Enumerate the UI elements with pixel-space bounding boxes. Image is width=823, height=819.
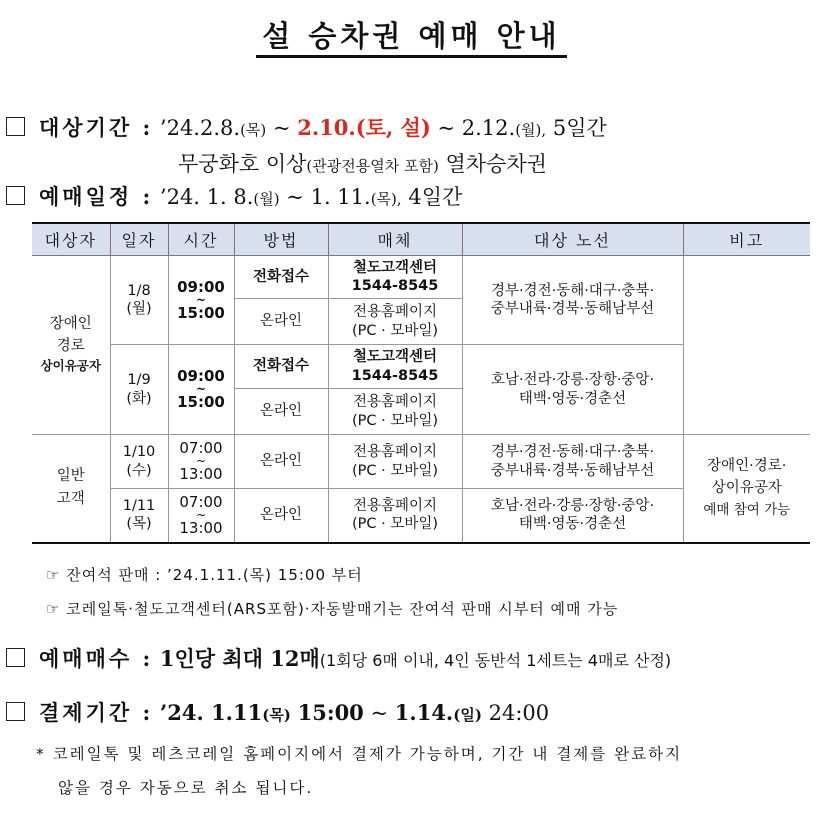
date-text: 1/8 <box>127 282 151 299</box>
note-cell-empty <box>683 256 810 435</box>
payment-start-time: 15:00 <box>297 700 364 725</box>
note-remaining-seats <box>46 564 363 585</box>
tilde: ~ <box>195 292 207 307</box>
tilde: ~ <box>272 116 291 140</box>
note-text: 코레일톡·철도고객센터(ARS포함)·자동발매기는 잔여석 판매 시부터 예매 가능 <box>66 600 619 618</box>
target-period-start-dow: (목) <box>240 121 267 139</box>
tilde: ~ <box>195 454 207 468</box>
ticket-limit-detail: (1회당 6매 이내, 4인 동반석 1세트는 4매로 산정) <box>319 651 672 670</box>
ticket-limit-line <box>6 643 671 673</box>
media-line: 1544-8545 <box>351 367 439 384</box>
media-line: 전용홈페이지 <box>352 444 438 461</box>
date-text: 1/11 <box>122 498 156 515</box>
tilde: ~ <box>195 382 207 396</box>
time-end: 13:00 <box>179 465 223 483</box>
media-line: (PC · 모바일) <box>351 322 439 339</box>
checkbox-icon <box>6 117 25 136</box>
header-date: 일자 <box>110 223 168 256</box>
target-period-line <box>6 112 607 142</box>
target-period-label: 대상기간 : <box>39 115 154 140</box>
date-cell <box>110 345 168 435</box>
media-line: (PC · 모바일) <box>351 412 439 429</box>
target-period-end-dow: (월), <box>515 121 547 139</box>
media-line: 1544-8545 <box>351 278 439 294</box>
booking-start-dow: (월) <box>253 190 280 208</box>
target-line: 장애인 <box>49 315 92 332</box>
date-text: 1/10 <box>122 444 156 461</box>
routes-line: 호남·전라·강릉·장항·중앙· <box>490 372 655 389</box>
tilde: ~ <box>286 185 304 209</box>
pointing-hand-icon: ☞ <box>46 566 61 584</box>
method-cell: 전화접수 <box>234 345 328 389</box>
date-cell <box>110 489 168 543</box>
checkbox-icon <box>6 702 25 721</box>
dow-text: (목) <box>126 516 152 533</box>
time-cell <box>168 256 234 345</box>
media-cell <box>328 299 462 345</box>
booking-end: 1. 11. <box>310 185 371 209</box>
media-line: (PC · 모바일) <box>351 516 439 533</box>
time-start: 09:00 <box>177 367 225 386</box>
routes-line: 경부·경전·동해·대구·충북· <box>490 444 655 461</box>
payment-end-dow: (일) <box>453 706 482 724</box>
target-cell-general <box>32 435 110 543</box>
target-line: 고객 <box>56 491 85 508</box>
booking-schedule-line <box>6 181 462 211</box>
footnote-line-1: * 코레일톡 및 레츠코레일 홈페이지에서 결제가 가능하며, 기간 내 결제를 완료하지 <box>36 745 683 763</box>
date-text: 1/9 <box>127 372 151 389</box>
dow-text: (월) <box>126 301 152 317</box>
table-row <box>32 256 810 299</box>
target-scope-a: 무궁화호 이상 <box>178 152 307 176</box>
payment-period-line <box>6 697 549 727</box>
header-method: 방법 <box>234 223 328 256</box>
target-period-duration: 5일간 <box>552 116 607 140</box>
media-cell <box>328 435 462 489</box>
time-start: 09:00 <box>177 277 225 296</box>
payment-start-dow: (목) <box>262 706 291 724</box>
tilde: ~ <box>370 701 389 725</box>
dow-text: (화) <box>126 390 152 407</box>
method-cell: 온라인 <box>234 389 328 435</box>
dow-text: (수) <box>126 462 152 479</box>
date-cell <box>110 256 168 345</box>
routes-line: 경부·경전·동해·대구·충북· <box>490 282 655 299</box>
booking-schedule-label: 예매일정 : <box>39 184 154 209</box>
routes-line: 호남·전라·강릉·장항·중앙· <box>490 498 655 515</box>
target-line: 일반 <box>56 468 85 485</box>
target-line: 상이유공자 <box>40 358 101 374</box>
target-line: 경로 <box>56 337 85 354</box>
note-line: 장애인·경로· <box>707 458 787 475</box>
checkbox-icon <box>6 648 25 667</box>
note-channels <box>46 598 618 619</box>
header-time: 시간 <box>168 223 234 256</box>
method-cell: 온라인 <box>234 299 328 345</box>
media-line: 전용홈페이지 <box>352 394 438 411</box>
media-cell <box>328 489 462 543</box>
routes-cell <box>462 256 683 345</box>
payment-end: 1.14. <box>394 700 454 725</box>
target-scope-line <box>178 148 547 178</box>
footnote-line-2: 않을 경우 자동으로 취소 됩니다. <box>58 779 314 797</box>
table-row <box>32 435 810 489</box>
table-header-row <box>32 223 810 256</box>
media-line: 철도고객센터 <box>352 349 438 366</box>
routes-cell <box>462 489 683 543</box>
media-cell <box>328 256 462 299</box>
time-start: 07:00 <box>179 493 223 511</box>
time-end: 15:00 <box>177 393 225 411</box>
target-scope-c: 열차승차권 <box>445 152 547 176</box>
payment-end-time: 24:00 <box>488 701 550 725</box>
payment-label: 결제기간 : <box>39 700 154 725</box>
header-routes: 대상 노선 <box>462 223 683 256</box>
target-cell-priority <box>32 256 110 435</box>
ticket-limit-main: 1인당 최대 12매 <box>159 646 320 671</box>
target-period-holiday: 2.10.(토, 설) <box>297 115 431 140</box>
method-cell: 온라인 <box>234 435 328 489</box>
method-cell: 전화접수 <box>234 256 328 299</box>
routes-cell <box>462 435 683 489</box>
media-line: (PC · 모바일) <box>351 462 439 479</box>
header-target: 대상자 <box>32 223 110 256</box>
routes-cell <box>462 345 683 435</box>
routes-line: 중부내륙·경북·동해남부선 <box>490 301 655 317</box>
media-line: 철도고객센터 <box>352 259 438 276</box>
tilde: ~ <box>437 116 456 140</box>
note-line: 예매 참여 가능 <box>703 501 791 518</box>
media-line: 전용홈페이지 <box>352 304 438 321</box>
header-note: 비고 <box>683 223 810 256</box>
page-title: 설 승차권 예매 안내 <box>0 14 823 55</box>
time-cell <box>168 345 234 435</box>
header-media: 매체 <box>328 223 462 256</box>
target-period-end: 2.12. <box>461 116 516 140</box>
booking-duration: 4일간 <box>408 185 463 209</box>
payment-start: ’24. 1.11 <box>159 700 263 725</box>
time-cell <box>168 489 234 543</box>
media-line: 전용홈페이지 <box>352 498 438 515</box>
checkbox-icon <box>6 186 25 205</box>
tilde: ~ <box>195 507 207 522</box>
date-cell <box>110 435 168 489</box>
time-start: 07:00 <box>179 439 223 458</box>
time-end: 13:00 <box>179 518 223 537</box>
note-cell <box>683 435 810 543</box>
booking-start: ’24. 1. 8. <box>159 185 254 209</box>
schedule-table <box>32 222 810 544</box>
time-cell <box>168 435 234 489</box>
pointing-hand-icon: ☞ <box>46 600 61 618</box>
booking-end-dow: (목), <box>370 190 402 208</box>
time-end: 15:00 <box>177 303 225 322</box>
media-cell <box>328 345 462 389</box>
note-text: 잔여석 판매 : ’24.1.11.(목) 15:00 부터 <box>66 566 363 584</box>
note-line: 상이유공자 <box>711 480 782 497</box>
target-period-start: ’24.2.8. <box>159 116 241 140</box>
routes-line: 태백·영동·경춘선 <box>518 516 627 533</box>
target-scope-b: (관광전용열차 포함) <box>306 157 439 175</box>
routes-line: 태백·영동·경춘선 <box>518 390 627 407</box>
media-cell <box>328 389 462 435</box>
ticket-limit-label: 예매매수 : <box>39 646 154 671</box>
method-cell: 온라인 <box>234 489 328 543</box>
routes-line: 중부내륙·경북·동해남부선 <box>490 462 655 479</box>
